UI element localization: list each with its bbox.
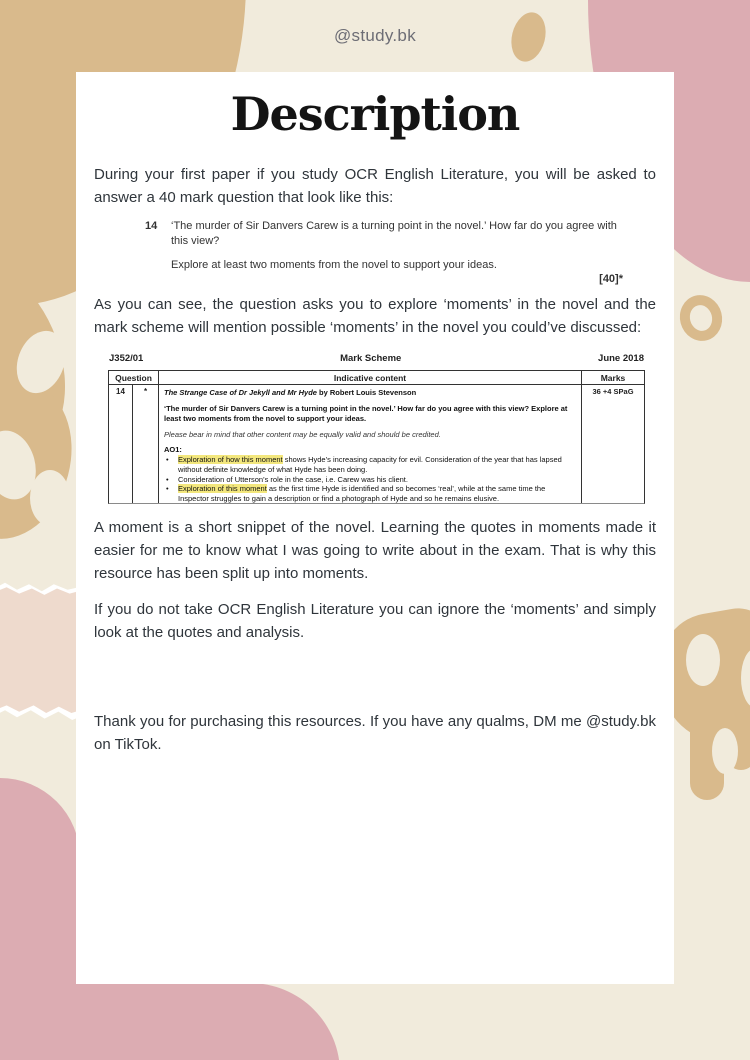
book-title-line — [164, 388, 576, 398]
paper-code: J352/01 — [109, 353, 144, 365]
highlighted-text: Exploration of this moment — [178, 484, 267, 494]
exam-question-row — [145, 219, 674, 249]
mark-scheme-table — [108, 370, 645, 504]
marks-column-header: Marks — [582, 371, 644, 385]
book-author: by Robert Louis Stevenson — [316, 388, 417, 398]
marks-value-cell: 36 +4 SPaG — [592, 387, 634, 397]
torn-paper-strip — [0, 586, 84, 713]
pink-blob-bottom-arm — [0, 983, 340, 1060]
question-number: 14 — [145, 219, 158, 232]
mark-scheme-date: June 2018 — [598, 353, 644, 365]
indicative-bullet-list — [164, 455, 576, 504]
question-column-header: Question — [109, 371, 159, 385]
mark-scheme-title: Mark Scheme — [340, 353, 402, 365]
tan-ring-shape — [675, 290, 727, 345]
table-question-number: 14 — [109, 385, 133, 504]
thanks-paragraph: Thank you for purchasing this resources. If you have any qualms, DM me @study.bk on TikTok. — [94, 713, 656, 754]
ignore-paragraph: If you do not take OCR English Literature you can ignore the ‘moments’ and simply look at the quotes and analysis. — [94, 601, 656, 642]
bullet-item — [164, 484, 576, 504]
mark-scheme-header — [108, 353, 645, 364]
content-column-header: Indicative content — [159, 371, 582, 385]
social-handle: @study.bk — [333, 26, 416, 45]
mark-scheme-image — [108, 353, 645, 504]
beige-cutout — [686, 634, 720, 686]
bullet-text: Consideration of Utterson’s role in the case, i.e. Carew was his client. — [178, 474, 408, 484]
ao1-label: AO1: — [164, 445, 182, 455]
page-title: Description — [230, 87, 520, 141]
mark-scheme-note: Please bear in mind that other content may be equally valid and should be credited. — [164, 429, 441, 439]
moment-paragraph: A moment is a short snippet of the novel. Learning the quotes in moments made it easier for me to know what I was going to write about in the exam. That is why this resource has been split up into moments. — [94, 519, 656, 583]
indicative-content-cell — [159, 385, 582, 504]
exam-question-image — [145, 219, 674, 287]
bullet-item — [164, 475, 576, 485]
intro-paragraph: During your first paper if you study OCR English Literature, you will be asked to answer a 40 mark question that look like this: — [94, 165, 656, 206]
book-title: The Strange Case of Dr Jekyll and Mr Hyde — [164, 388, 317, 398]
as-you-can-see-paragraph: As you can see, the question asks you to explore ‘moments’ in the novel and the mark scheme will mention possible ‘moments’ in the novel you could’ve discussed: — [94, 296, 656, 337]
beige-cutout — [712, 728, 738, 774]
mark-scheme-question: ‘The murder of Sir Danvers Carew is a turning point in the novel.’ How far do you agree with this view? Explore at least two moments from the novel to support your ideas. — [164, 404, 568, 423]
question-instruction: Explore at least two moments from the novel to support your ideas. — [171, 258, 497, 271]
bullet-text: as the first time Hyde is identified and so becomes ‘real’, while at the same time the Inspector struggles to gain a description or find a photograph of Hyde and so he remains elusive. — [178, 484, 546, 504]
description-card — [76, 72, 674, 984]
bullet-text: shows Hyde’s increasing capacity for evil. Consideration of the year that has lapsed without definite knowledge of what Hyde has been doing. — [178, 455, 562, 474]
question-marks: [40]* — [599, 273, 623, 286]
bullet-item — [164, 455, 576, 475]
table-question-star: * — [133, 385, 159, 504]
question-text: ‘The murder of Sir Danvers Carew is a turning point in the novel.’ How far do you agree with this view? — [171, 219, 617, 247]
beige-cutout — [30, 470, 70, 526]
highlighted-text: Exploration of how this moment — [178, 455, 283, 465]
